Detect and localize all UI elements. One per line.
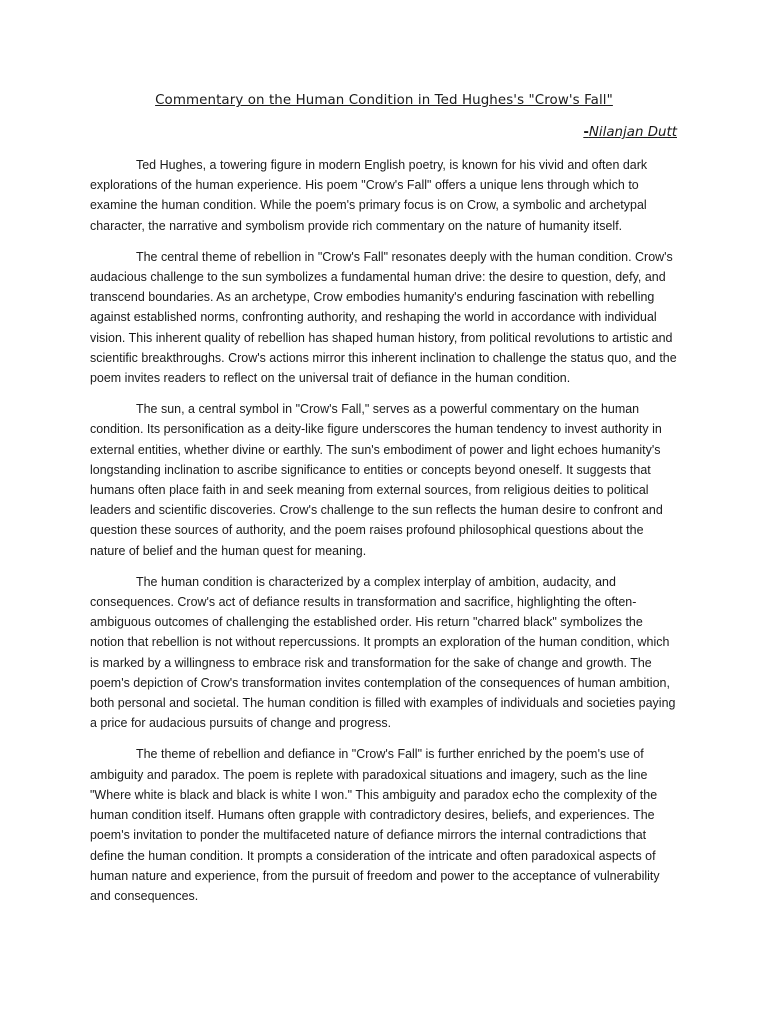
paragraph: The human condition is characterized by a complex interplay of ambition, audacity, and consequences. Crow's act of defiance results in transformation and sacrifice, highlighting the often-ambiguous outcomes of challenging the established order. His return "charred black" symbolizes the notion that rebellion is not without repercussions. It prompts an exploration of the human condition, which is marked by a willingness to embrace risk and transformation for the sake of change and growth. The poem's depiction of Crow's transformation invites contemplation of the consequences of human ambition, both personal and societal. The human condition is filled with examples of individuals and societies paying a price for audacious pursuits of change and progress.	[90, 574, 676, 731]
paragraph: The sun, a central symbol in "Crow's Fall," serves as a powerful commentary on the human condition. Its personification as a deity-like figure underscores the human tendency to invest authority in external entities, whether divine or earthly. The sun's embodiment of power and light echoes humanity's longstanding inclination to ascribe significance to entities or concepts beyond oneself. It suggests that humans often place faith in and seek meaning from external sources, from religious deities to political leaders and scientific discoveries. Crow's challenge to the sun reflects the human desire to confront and question these sources of authority, and the poem raises profound philosophical questions about the nature of belief and the human quest for meaning.	[90, 402, 663, 558]
document-body	[90, 155, 678, 917]
paragraph: The central theme of rebellion in "Crow's Fall" resonates deeply with the human condition. Crow's audacious challenge to the sun symbolizes a fundamental human drive: the desire to question, defy, and transcend boundaries. As an archetype, Crow embodies humanity's enduring fascination with rebelling against established norms, confronting authority, and reshaping the world in accordance with individual vision. This inherent quality of rebellion has shaped human history, from political revolutions to artistic and scientific breakthroughs. Crow's actions mirror this inherent inclination to challenge the status quo, and the poem invites readers to reflect on the universal trait of defiance in the human condition.	[90, 249, 677, 386]
author-dash: -	[583, 125, 589, 140]
paragraph: Ted Hughes, a towering figure in modern English poetry, is known for his vivid and often dark explorations of the human experience. His poem "Crow's Fall" offers a unique lens through which to examine the human condition. While the poem's primary focus is on Crow, a symbolic and archetypal character, the narrative and symbolism provide rich commentary on the nature of humanity itself.	[90, 158, 648, 233]
document-title: Commentary on the Human Condition in Ted Hughes's "Crow's Fall"	[155, 93, 613, 108]
author-name: Nilanjan Dutt	[588, 125, 677, 140]
author-byline	[583, 124, 677, 142]
paragraph: The theme of rebellion and defiance in "Crow's Fall" is further enriched by the poem's use of ambiguity and paradox. The poem is replete with paradoxical situations and imagery, such as the line "Where white is black and black is white I won." This ambiguity and paradox echo the complexity of the human condition itself. Humans often grapple with contradictory desires, beliefs, and experiences. The poem's invitation to ponder the multifaceted nature of defiance mirrors the internal contradictions that define the human condition. It prompts a consideration of the intricate and often paradoxical aspects of human nature and experience, from the pursuit of freedom and power to the acceptance of vulnerability and consequences.	[90, 747, 660, 903]
